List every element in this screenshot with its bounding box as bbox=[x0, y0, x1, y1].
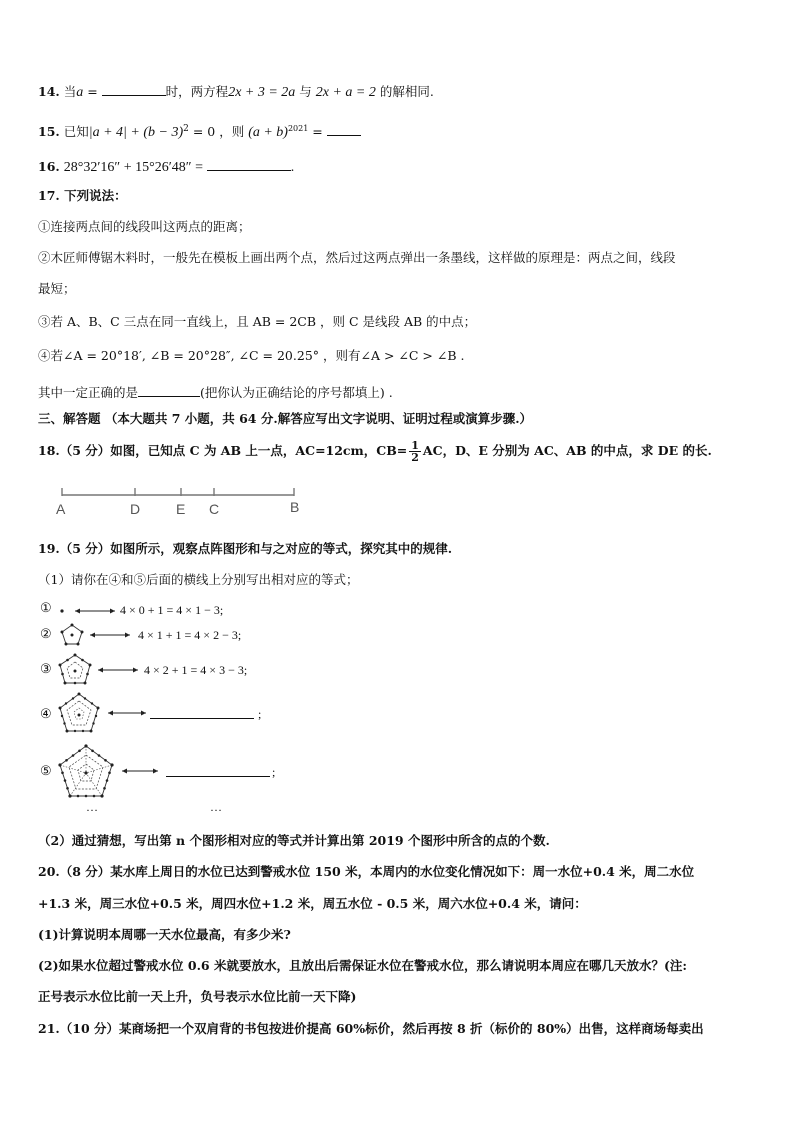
point-label-b: B bbox=[290, 499, 300, 515]
equation-1: 4 × 0 + 1 = 4 × 1 − 3; bbox=[120, 603, 224, 617]
q14-eq2: 2x + a = 2 bbox=[315, 85, 376, 100]
question-15 bbox=[38, 121, 361, 141]
ellipsis-left: … bbox=[86, 800, 98, 814]
question-14 bbox=[38, 83, 434, 101]
answer-blank[interactable] bbox=[327, 123, 361, 136]
figure-mark-4: ④ bbox=[40, 707, 52, 722]
fraction-half: $\frac{1}{2}$ bbox=[411, 439, 419, 464]
figure-mark-2: ② bbox=[40, 627, 52, 642]
point-label-c: C bbox=[209, 501, 220, 517]
dot-pattern-2 bbox=[58, 622, 148, 648]
segment-diagram bbox=[58, 484, 318, 514]
q17-statement-2: ②木匠师傅锯木料时，一般先在模板上画出两个点，然后过这两点弹出一条墨线，这样做的原理是：两点之间，线段 bbox=[38, 250, 676, 265]
equation-4-end: ; bbox=[258, 707, 262, 721]
q17-answer bbox=[38, 384, 393, 401]
question-20-part-2: (2)如果水位超过警戒水位 0.6 米就要放水，且放出后需保证水位在警戒水位，那么请说明本周应在哪几天放水？(注: bbox=[38, 958, 688, 973]
q17-statement-1: ①连接两点间的线段叫这两点的距离； bbox=[38, 219, 251, 234]
point-label-a: A bbox=[56, 501, 66, 517]
q16-expr: 28°32′16″ + 15°26′48″ = bbox=[63, 160, 207, 175]
figure-mark-5: ⑤ bbox=[40, 764, 52, 779]
question-20-line-1: 20.（8 分）某水库上周日的水位已达到警戒水位 150 米，本周内的水位变化情况如下：周一水位+0.4 米，周二水位 bbox=[38, 864, 695, 879]
question-20-line-2: +1.3 米，周三水位+0.5 米，周四水位+1.2 米，周五水位 - 0.5 米，周六水位+0.4 米，请问： bbox=[38, 896, 587, 911]
q14-mid: 时，两方程 bbox=[165, 84, 229, 99]
question-18 bbox=[38, 440, 712, 463]
q16-number: 16. bbox=[38, 159, 60, 174]
question-21-line-1: 21.（10 分）某商场把一个双肩背的书包按进价提高 60%标价，然后再按 8 折（标价的 80%）出售，这样商场每卖出 bbox=[38, 1021, 704, 1036]
q14-and: 与 bbox=[295, 84, 316, 99]
question-16 bbox=[38, 158, 295, 176]
q17-statement-2-cont: 最短； bbox=[38, 281, 76, 296]
figure-mark-1: ① bbox=[40, 601, 52, 616]
q15-sup: 2 bbox=[183, 124, 189, 134]
point-label-e: E bbox=[176, 501, 186, 517]
q14-pre: 当 bbox=[63, 84, 77, 99]
answer-blank[interactable] bbox=[138, 384, 200, 397]
ellipsis-right: … bbox=[210, 800, 222, 814]
q15-expr2: (a + b) bbox=[248, 125, 288, 141]
equation-3: 4 × 2 + 1 = 4 × 3 − 3; bbox=[144, 663, 248, 677]
point-label-d: D bbox=[130, 501, 141, 517]
q17-statement-3: ③若 A、B、C 三点在同一直线上，且 AB = 2CB ，则 C 是线段 AB 的中点； bbox=[38, 314, 477, 329]
q17-statement-4: ④若∠A = 20°18′, ∠B = 20°28″, ∠C = 20.25° ，则有∠A > ∠C > ∠B . bbox=[38, 348, 465, 363]
question-20-note: 正号表示水位比前一天上升，负号表示水位比前一天下降) bbox=[38, 989, 357, 1004]
equation-2: 4 × 1 + 1 = 4 × 2 − 3; bbox=[138, 628, 242, 642]
figure-mark-3: ③ bbox=[40, 662, 52, 677]
q17-ans-pre: 其中一定正确的是 bbox=[38, 385, 139, 400]
q15-number: 15. bbox=[38, 124, 60, 140]
q14-var: a bbox=[76, 85, 84, 100]
answer-blank[interactable] bbox=[102, 83, 166, 96]
q19-sub-1: （1）请你在④和⑤后面的横线上分别写出相对应的等式； bbox=[38, 572, 359, 587]
question-17-title: 17. 下列说法： bbox=[38, 188, 127, 203]
q14-number: 14. bbox=[38, 84, 60, 99]
q15-post: = bbox=[308, 124, 327, 140]
q16-post: . bbox=[290, 159, 295, 174]
equation-5-end: ; bbox=[272, 765, 276, 779]
q15-eq: = 0 ，则 bbox=[188, 124, 249, 140]
q15-sup2: 2021 bbox=[287, 124, 309, 133]
q18-post: AC，D、E 分别为 AC、AB 的中点，求 DE 的长. bbox=[422, 443, 712, 458]
q18-pre: 18.（5 分）如图，已知点 C 为 AB 上一点，AC=12cm，CB= bbox=[38, 443, 408, 458]
answer-blank[interactable] bbox=[207, 158, 291, 171]
q14-eq1: 2x + 3 = 2a bbox=[228, 85, 296, 100]
q15-expr: |a + 4| + (b − 3) bbox=[88, 125, 184, 141]
q15-pre: 已知 bbox=[63, 124, 89, 140]
question-20-part-1: (1)计算说明本周哪一天水位最高，有多少米? bbox=[38, 927, 291, 942]
question-19: 19.（5 分）如图所示，观察点阵图形和与之对应的等式，探究其中的规律. bbox=[38, 541, 453, 556]
section-heading: 三、解答题 （本大题共 7 小题，共 64 分.解答应写出文字说明、证明过程或演算步骤.） bbox=[38, 411, 533, 426]
q19-sub-2: （2）通过猜想，写出第 n 个图形相对应的等式并计算出第 2019 个图形中所含的点的个数. bbox=[38, 833, 550, 848]
q17-ans-post: (把你认为正确结论的序号都填上) . bbox=[200, 385, 393, 400]
q14-eq: = bbox=[83, 84, 102, 99]
answer-blank-5[interactable] bbox=[166, 764, 270, 777]
q14-post: 的解相同. bbox=[375, 84, 434, 99]
answer-blank-4[interactable] bbox=[150, 706, 254, 719]
